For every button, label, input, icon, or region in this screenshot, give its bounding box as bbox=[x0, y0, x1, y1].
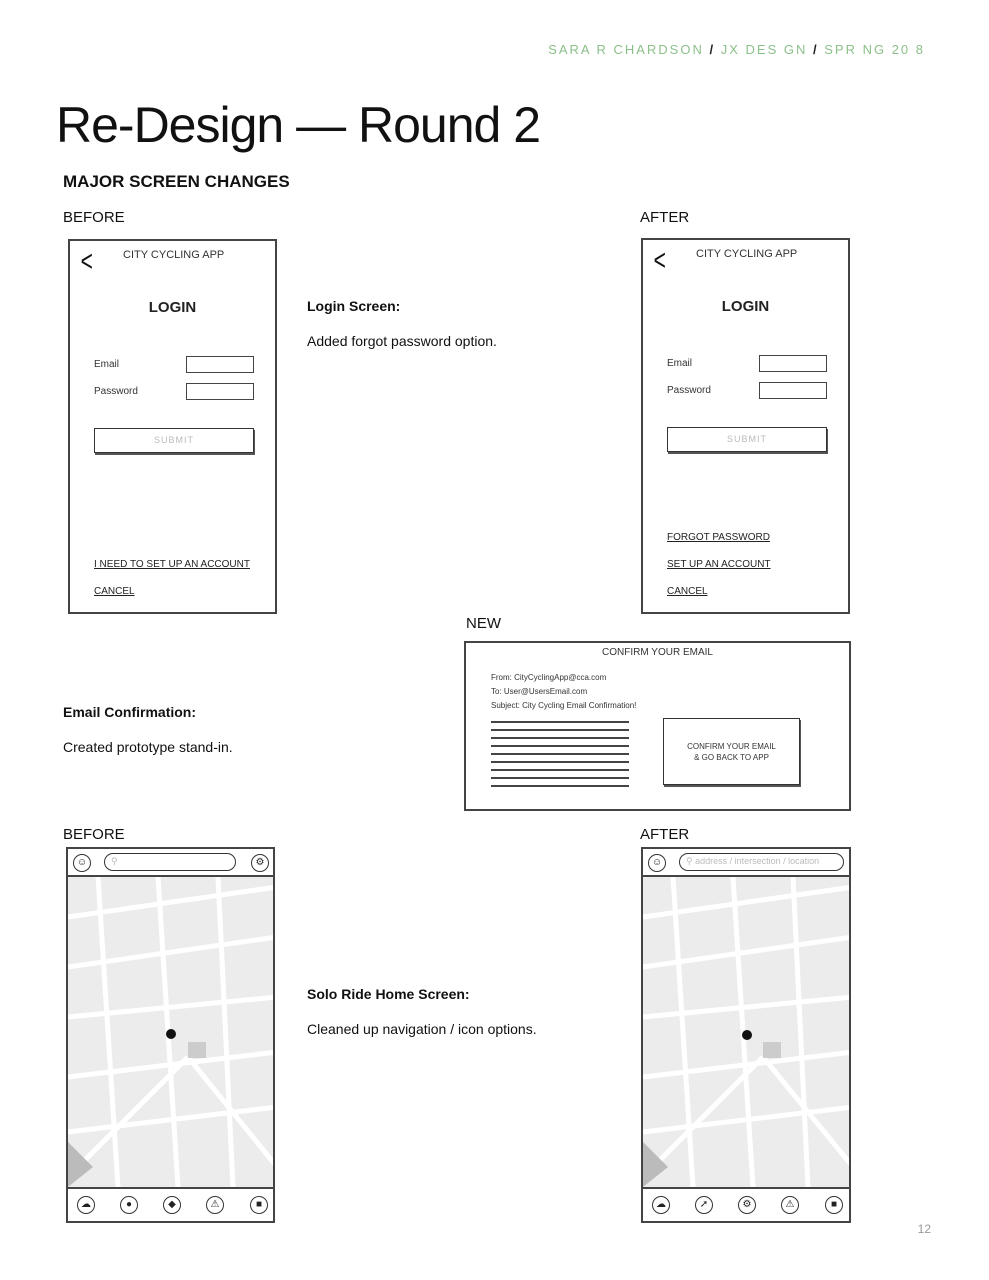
email-subject: Subject: City Cycling Email Confirmation! bbox=[491, 701, 637, 710]
submit-button[interactable]: SUBMIT bbox=[667, 427, 827, 452]
body-line bbox=[491, 737, 629, 739]
body-line bbox=[491, 769, 629, 771]
weather-icon[interactable]: ☁ bbox=[77, 1196, 95, 1214]
setup-account-link[interactable]: I NEED TO SET UP AN ACCOUNT bbox=[94, 559, 250, 570]
body-line bbox=[491, 729, 629, 731]
map-top-bar bbox=[643, 849, 849, 877]
search-icon: ⚲ bbox=[686, 856, 693, 866]
weather-icon[interactable]: ☁ bbox=[652, 1196, 670, 1214]
cancel-link[interactable]: CANCEL bbox=[667, 586, 708, 597]
hazard-icon[interactable]: ⚠ bbox=[781, 1196, 799, 1214]
password-field[interactable] bbox=[186, 383, 254, 400]
search-input[interactable] bbox=[679, 853, 844, 871]
login-heading: LOGIN bbox=[721, 298, 770, 315]
hazard-icon[interactable]: ⚠ bbox=[206, 1196, 224, 1214]
directions-icon[interactable]: ◆ bbox=[163, 1196, 181, 1214]
password-field[interactable] bbox=[759, 382, 827, 399]
app-name: CITY CYCLING APP bbox=[123, 249, 225, 261]
map-view[interactable] bbox=[643, 877, 849, 1187]
map-bottom-bar bbox=[643, 1187, 849, 1223]
term-name: SPR NG 20 8 bbox=[824, 42, 925, 57]
profile-icon[interactable]: ☺ bbox=[73, 854, 91, 872]
before-label: BEFORE bbox=[63, 826, 125, 843]
body-line bbox=[491, 753, 629, 755]
bike-icon[interactable]: ⚙ bbox=[251, 854, 269, 872]
login-before-mockup bbox=[68, 239, 277, 614]
current-location-marker bbox=[166, 1029, 176, 1039]
course-name: JX DES GN bbox=[720, 42, 808, 57]
bus-icon[interactable]: ■ bbox=[825, 1196, 843, 1214]
page-title: Re-Design — Round 2 bbox=[56, 97, 541, 153]
bus-icon[interactable]: ■ bbox=[250, 1196, 268, 1214]
bike-icon[interactable]: ⚙ bbox=[738, 1196, 756, 1214]
password-label: Password bbox=[94, 386, 138, 397]
body-line bbox=[491, 745, 629, 747]
before-label: BEFORE bbox=[63, 209, 125, 226]
password-label: Password bbox=[667, 385, 711, 396]
setup-account-link[interactable]: SET UP AN ACCOUNT bbox=[667, 559, 771, 570]
back-arrow-icon[interactable]: < bbox=[653, 244, 666, 277]
body-line bbox=[491, 721, 629, 723]
login-note-heading: Login Screen: bbox=[307, 298, 401, 314]
after-label: AFTER bbox=[640, 826, 690, 843]
email-note-text: Created prototype stand-in. bbox=[63, 739, 233, 755]
submit-button[interactable]: SUBMIT bbox=[94, 428, 254, 453]
current-location-marker bbox=[742, 1030, 752, 1040]
map-before-mockup bbox=[66, 847, 275, 1223]
back-arrow-icon[interactable]: < bbox=[80, 245, 93, 278]
author-name: SARA R CHARDSON bbox=[548, 42, 704, 57]
email-confirmation-mockup bbox=[464, 641, 851, 811]
map-top-bar bbox=[68, 849, 273, 877]
map-after-mockup bbox=[641, 847, 851, 1223]
new-label: NEW bbox=[466, 615, 501, 632]
search-input[interactable]: ⚲ bbox=[104, 853, 236, 871]
login-note-text: Added forgot password option. bbox=[307, 333, 497, 349]
confirm-email-button[interactable]: CONFIRM YOUR EMAIL & GO BACK TO APP bbox=[663, 718, 800, 785]
solo-note-text: Cleaned up navigation / icon options. bbox=[307, 1021, 537, 1037]
forgot-password-link[interactable]: FORGOT PASSWORD bbox=[667, 532, 770, 543]
email-field[interactable] bbox=[186, 356, 254, 373]
email-title: CONFIRM YOUR EMAIL bbox=[602, 647, 713, 658]
body-line bbox=[491, 761, 629, 763]
login-after-mockup bbox=[641, 238, 850, 614]
page-number: 12 bbox=[917, 1222, 931, 1236]
map-view[interactable] bbox=[68, 877, 273, 1187]
email-from: From: CityCyclingApp@cca.com bbox=[491, 673, 607, 682]
email-field[interactable] bbox=[759, 355, 827, 372]
section-subtitle: MAJOR SCREEN CHANGES bbox=[63, 172, 290, 191]
map-bottom-bar bbox=[68, 1187, 273, 1223]
app-name: CITY CYCLING APP bbox=[696, 248, 798, 260]
cancel-link[interactable]: CANCEL bbox=[94, 586, 135, 597]
profile-icon[interactable]: ☺ bbox=[648, 854, 666, 872]
location-pin-icon[interactable]: ● bbox=[120, 1196, 138, 1214]
after-label: AFTER bbox=[640, 209, 690, 226]
pin-icon[interactable]: ➚ bbox=[695, 1196, 713, 1214]
email-to: To: User@UsersEmail.com bbox=[491, 687, 588, 696]
body-line bbox=[491, 777, 629, 779]
email-label: Email bbox=[667, 358, 693, 369]
login-heading: LOGIN bbox=[148, 299, 197, 316]
search-placeholder: address / intersection / location bbox=[695, 856, 820, 866]
body-line bbox=[491, 785, 629, 787]
email-label: Email bbox=[94, 359, 120, 370]
running-header: SARA R CHARDSON / JX DES GN / SPR NG 20 8 bbox=[548, 42, 925, 57]
email-note-heading: Email Confirmation: bbox=[63, 704, 197, 720]
solo-note-heading: Solo Ride Home Screen: bbox=[307, 986, 470, 1002]
